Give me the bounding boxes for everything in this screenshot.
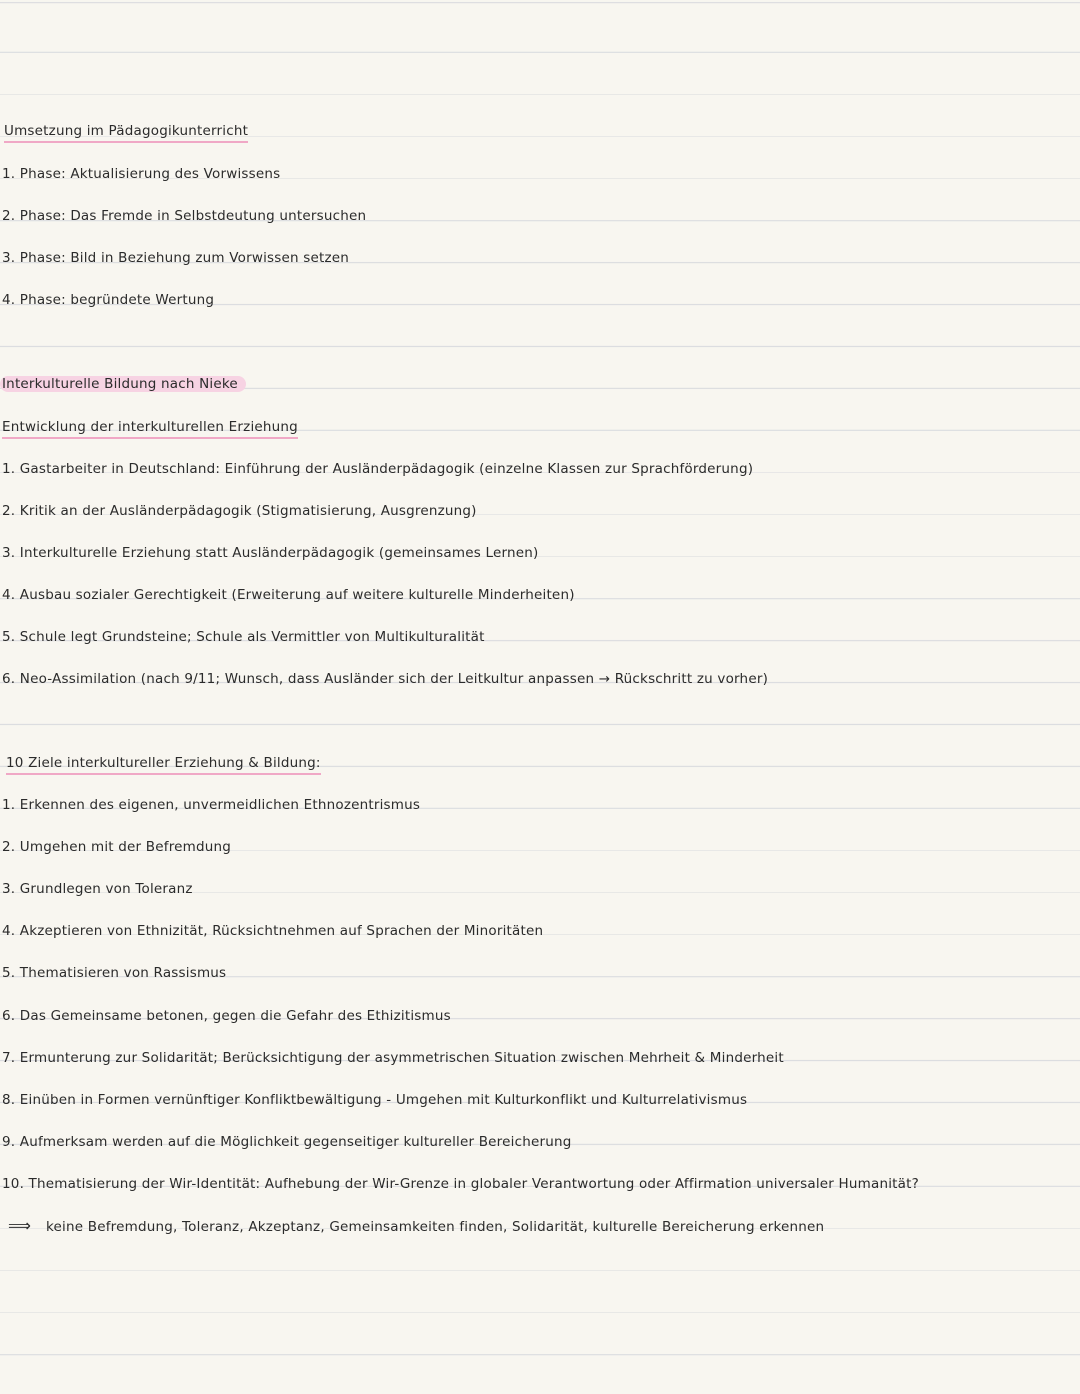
list-item: 6. Das Gemeinsame betonen, gegen die Gefahr des Ethizitismus: [2, 1008, 451, 1024]
list-item: 6. Neo-Assimilation (nach 9/11; Wunsch, dass Ausländer sich der Leitkultur anpassen → Rückschritt zu vorher): [2, 671, 769, 687]
list-item: 5. Thematisieren von Rassismus: [2, 965, 227, 981]
section-heading: [4, 120, 248, 142]
list-item: 2. Phase: Das Fremde in Selbstdeutung untersuchen: [2, 208, 367, 224]
conclusion-line: [2, 1215, 824, 1237]
list-item: 4. Ausbau sozialer Gerechtigkeit (Erweiterung auf weitere kulturelle Minderheiten): [2, 587, 575, 603]
heading-umsetzung: Umsetzung im Pädagogikunterricht: [4, 123, 248, 143]
list-item: 10. Thematisierung der Wir-Identität: Aufhebung der Wir-Grenze in globaler Verantwortung oder Affirmation universaler Humanität?: [2, 1176, 920, 1192]
section-heading: [0, 373, 246, 395]
section-heading: [6, 752, 321, 774]
list-item: 8. Einüben in Formen vernünftiger Konfliktbewältigung - Umgehen mit Kulturkonflikt und Kulturrelativismus: [2, 1092, 748, 1108]
list-item: 7. Ermunterung zur Solidarität; Berücksichtigung der asymmetrischen Situation zwischen Mehrheit & Minderheit: [2, 1050, 784, 1066]
list-item: 2. Umgehen mit der Befremdung: [2, 839, 232, 855]
list-item: 2. Kritik an der Ausländerpädagogik (Stigmatisierung, Ausgrenzung): [2, 503, 477, 519]
list-item: 1. Gastarbeiter in Deutschland: Einführung der Ausländerpädagogik (einzelne Klassen zur Sprachförderung): [2, 461, 754, 477]
list-item: 5. Schule legt Grundsteine; Schule als Vermittler von Multikulturalität: [2, 629, 485, 645]
list-item: 9. Aufmerksam werden auf die Möglichkeit gegenseitiger kultureller Bereicherung: [2, 1134, 572, 1150]
list-item: 1. Phase: Aktualisierung des Vorwissens: [2, 166, 281, 182]
list-item: 4. Akzeptieren von Ethnizität, Rücksichtnehmen auf Sprachen der Minoritäten: [2, 923, 544, 939]
conclusion-text: keine Befremdung, Toleranz, Akzeptanz, Gemeinsamkeiten finden, Solidarität, kulturelle Bereicherung erkennen: [46, 1219, 825, 1235]
subheading-entwicklung: Entwicklung der interkulturellen Erziehung: [2, 419, 298, 439]
section-subheading: [2, 416, 298, 438]
list-item: 3. Interkulturelle Erziehung statt Ausländerpädagogik (gemeinsames Lernen): [2, 545, 539, 561]
double-arrow-icon: ⟹: [8, 1216, 32, 1235]
list-item: 1. Erkennen des eigenen, unvermeidlichen Ethnozentrismus: [2, 797, 421, 813]
list-item: 3. Grundlegen von Toleranz: [2, 881, 193, 897]
list-item: 4. Phase: begründete Wertung: [2, 292, 215, 308]
list-item: 3. Phase: Bild in Beziehung zum Vorwissen setzen: [2, 250, 350, 266]
heading-interkulturelle-bildung: Interkulturelle Bildung nach Nieke: [0, 376, 246, 392]
heading-10-ziele: 10 Ziele interkultureller Erziehung & Bildung:: [6, 755, 321, 775]
